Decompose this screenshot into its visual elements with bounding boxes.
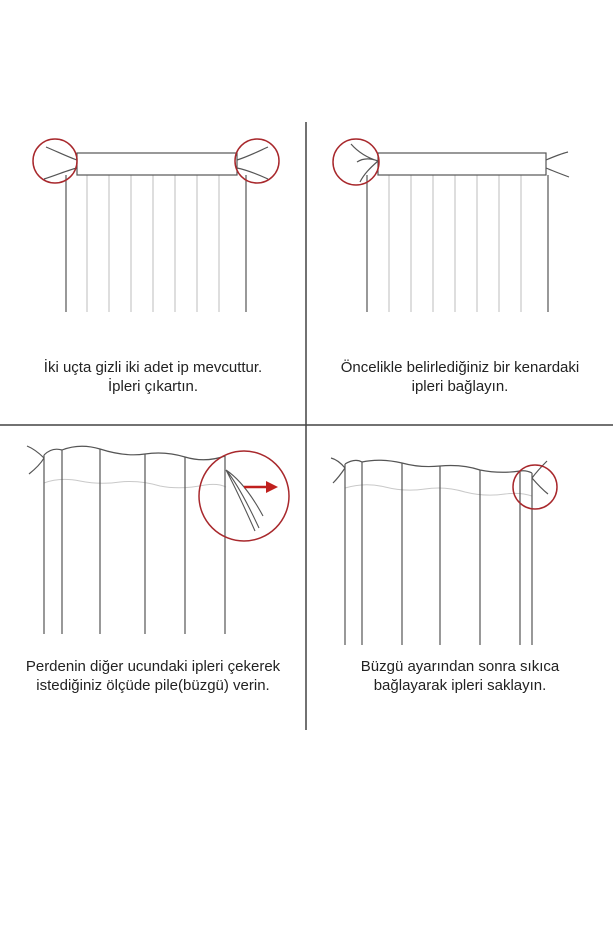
panel-4-illustration <box>331 458 557 645</box>
caption-step-1 <box>0 358 306 396</box>
caption-line: Öncelikle belirlediğiniz bir kenardaki <box>340 359 580 376</box>
cord-ends-right <box>237 147 268 179</box>
gathered-cord <box>345 485 532 496</box>
caption-line: İki uçta gizli iki adet ip mevcuttur. <box>43 359 263 376</box>
caption-line: Perdenin diğer ucundaki ipleri çekerek <box>25 658 281 675</box>
panel-2-illustration <box>333 139 569 312</box>
caption-line: İpleri çıkartın. <box>107 378 199 395</box>
curtain-folds <box>389 175 521 312</box>
tied-knot-left <box>27 446 44 474</box>
highlight-circle-left <box>33 139 77 183</box>
highlight-circle-zoom <box>199 451 289 541</box>
curtain-body <box>345 462 532 645</box>
caption-line: istediğiniz ölçüde pile(büzgü) verin. <box>36 677 270 694</box>
caption-line: Büzgü ayarından sonra sıkıca <box>360 658 560 675</box>
highlight-circle-left <box>333 139 379 185</box>
gathered-header <box>345 460 532 473</box>
panel-3-illustration <box>27 446 289 634</box>
caption-step-3 <box>0 657 306 695</box>
cord-ends-right <box>546 152 569 177</box>
gathered-header <box>44 446 225 460</box>
curtain-tape-header <box>77 153 237 175</box>
gathered-cord <box>44 479 226 487</box>
curtain-folds <box>87 175 219 312</box>
pulled-cords <box>226 470 263 531</box>
caption-line: bağlayarak ipleri saklayın. <box>373 677 547 694</box>
tied-knot-left <box>331 458 345 483</box>
caption-step-4 <box>307 657 613 695</box>
caption-step-2 <box>307 358 613 396</box>
caption-line: ipleri bağlayın. <box>411 378 509 395</box>
highlight-circle-right <box>235 139 279 183</box>
pull-arrow-icon <box>266 481 278 493</box>
curtain-tape-header <box>378 153 546 175</box>
panel-1-illustration <box>33 139 279 312</box>
curtain-body <box>44 449 225 634</box>
